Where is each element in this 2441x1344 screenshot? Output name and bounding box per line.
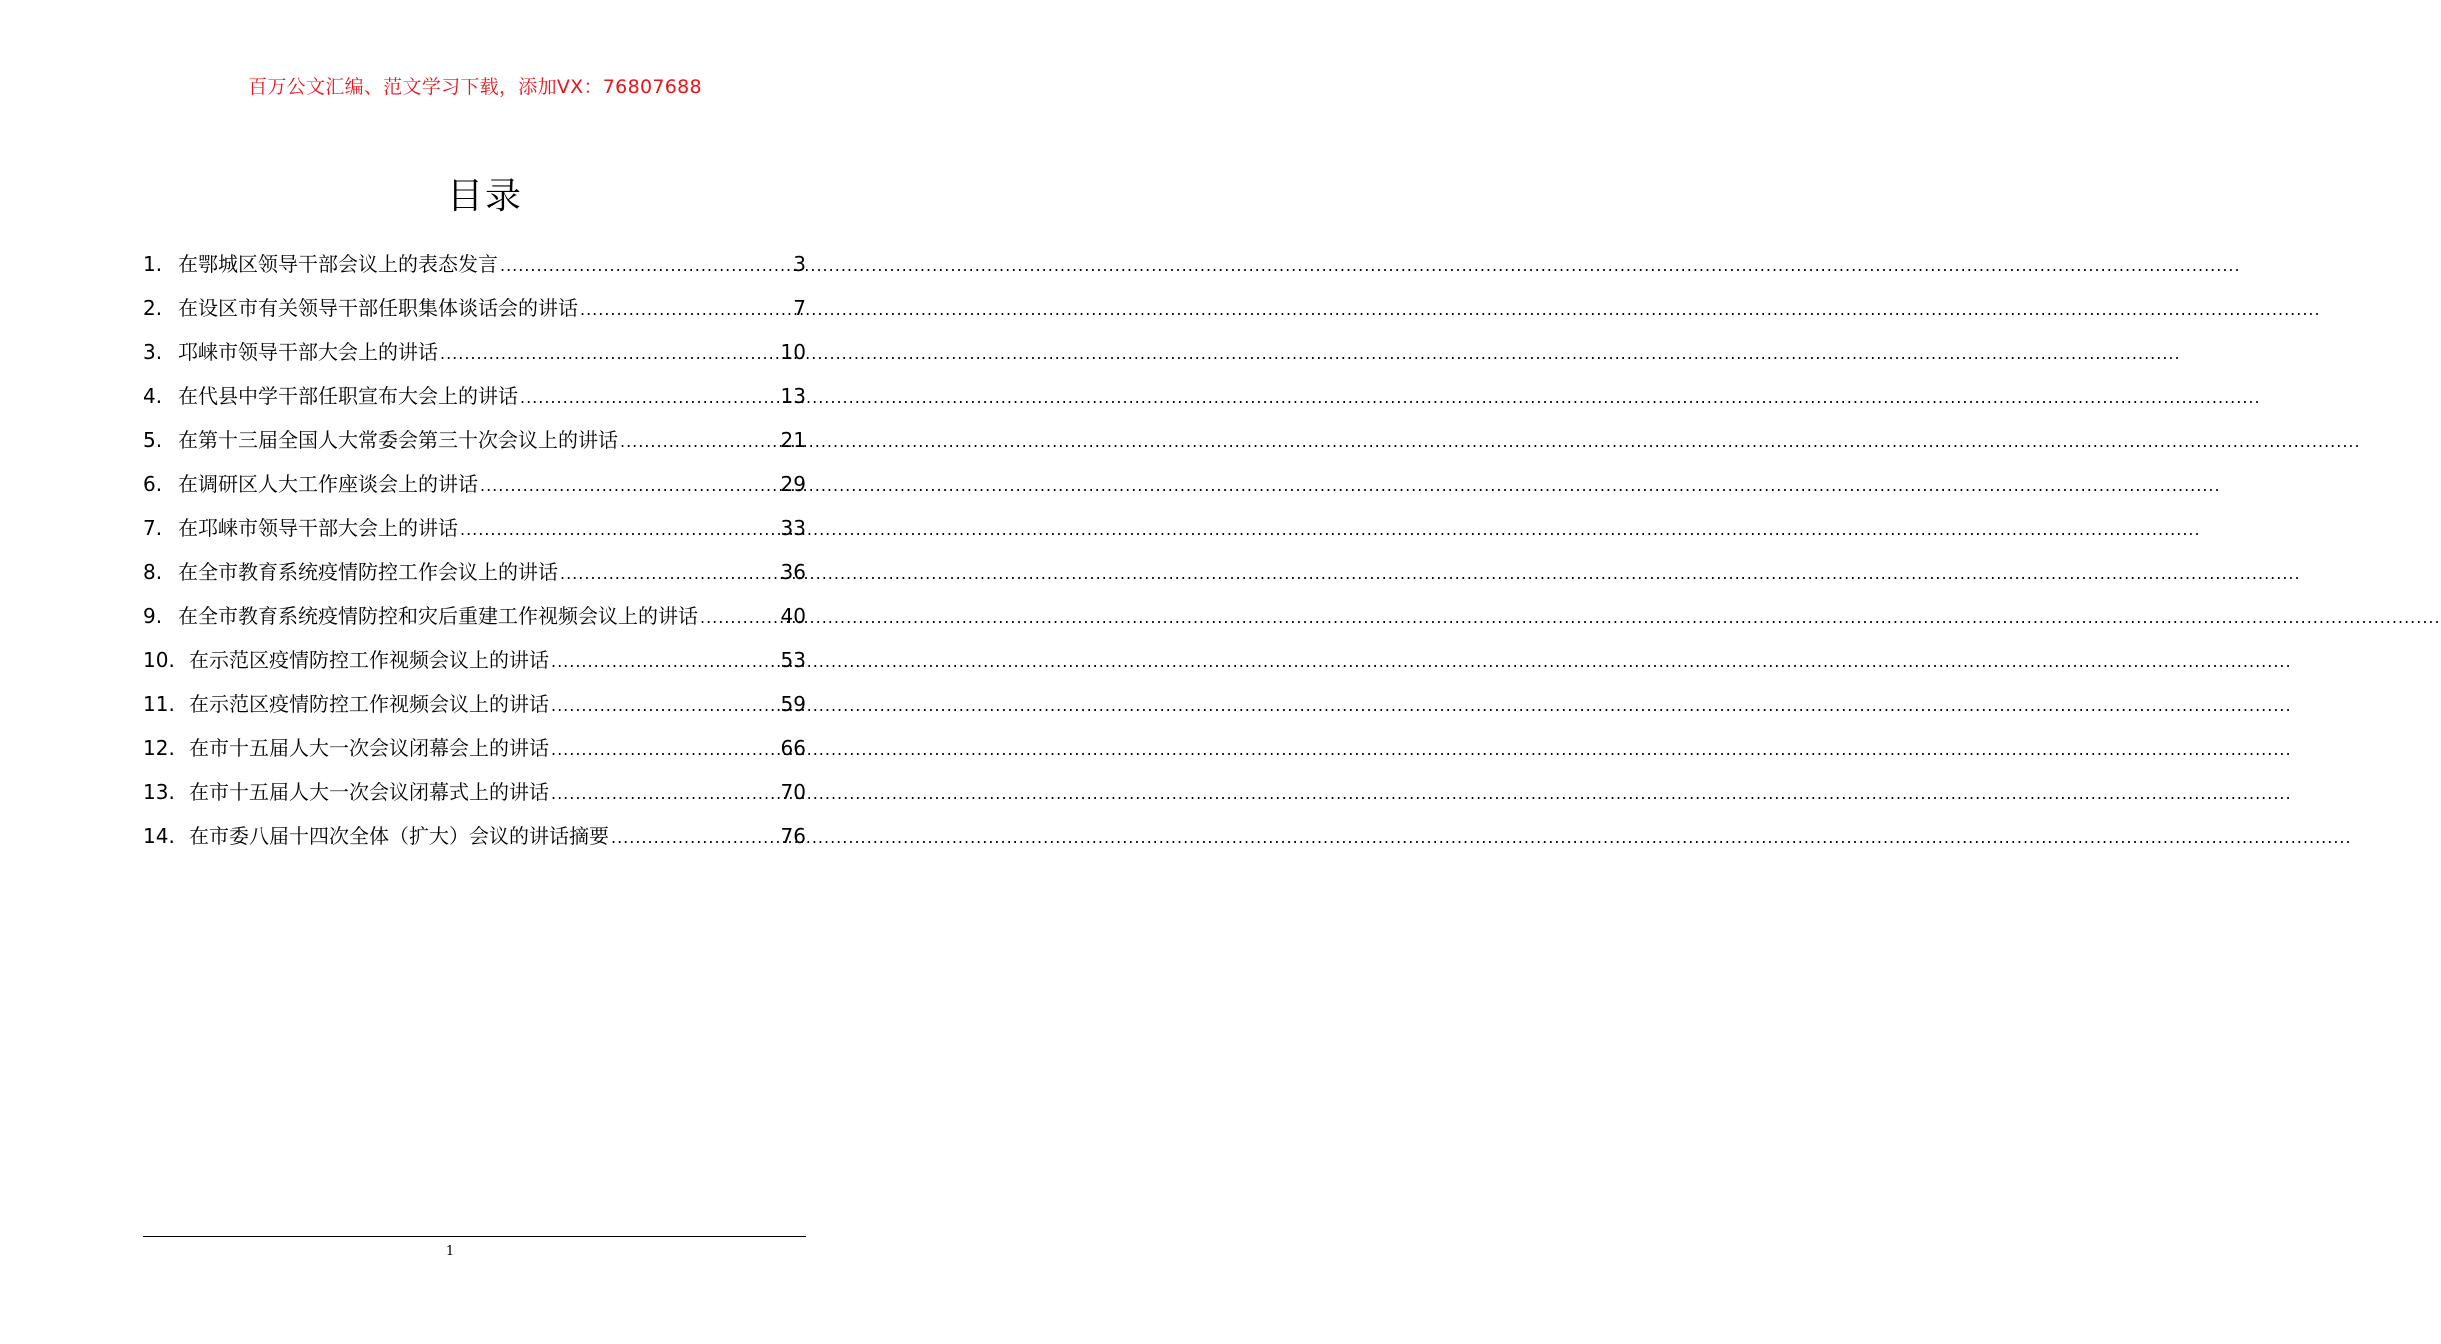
toc-entry-title: 在全市教育系统疫情防控和灾后重建工作视频会议上的讲话 xyxy=(178,604,698,628)
toc-entry-title: 在第十三届全国人大常委会第三十次会议上的讲话 xyxy=(178,428,618,452)
toc-entry[interactable] xyxy=(143,776,806,820)
toc-entry-page: 10 xyxy=(780,340,806,364)
toc-entry[interactable] xyxy=(143,424,806,468)
toc-entry[interactable] xyxy=(143,688,806,732)
toc-dot-leader xyxy=(500,250,791,282)
toc-entry-number: 7. xyxy=(143,516,163,540)
toc-entry[interactable] xyxy=(143,380,806,424)
toc-entry-number: 4. xyxy=(143,384,163,408)
toc-entry[interactable] xyxy=(143,556,806,600)
toc-entry-number: 13. xyxy=(143,780,175,804)
toc-entry-title: 在全市教育系统疫情防控工作会议上的讲话 xyxy=(178,560,558,584)
toc-entry-page: 13 xyxy=(780,384,806,408)
toc-dot-leader xyxy=(551,646,779,678)
toc-dot-leader xyxy=(551,778,779,810)
toc-dot-leader xyxy=(520,382,779,414)
toc-entry-number: 10. xyxy=(143,648,175,672)
toc-dot-leader xyxy=(620,426,779,458)
toc-entry[interactable] xyxy=(143,820,806,864)
toc-entry-page: 66 xyxy=(780,736,806,760)
toc-entry[interactable] xyxy=(143,292,806,336)
toc-entry-number: 8. xyxy=(143,560,163,584)
toc-entry-title: 邛崃市领导干部大会上的讲话 xyxy=(178,340,438,364)
toc-entry-number: 3. xyxy=(143,340,163,364)
footer-divider xyxy=(143,1236,806,1237)
toc-entry-title: 在示范区疫情防控工作视频会议上的讲话 xyxy=(189,692,549,716)
page-title: 目录 xyxy=(446,176,523,217)
toc-dot-leader xyxy=(700,602,779,634)
toc-entry-page: 70 xyxy=(780,780,806,804)
toc-entry-page: 53 xyxy=(780,648,806,672)
toc-entry-title: 在鄂城区领导干部会议上的表态发言 xyxy=(178,252,498,276)
toc-dot-leader xyxy=(611,822,779,854)
toc-entry-page: 7 xyxy=(793,296,806,320)
toc-dot-leader xyxy=(480,470,779,502)
toc-dot-leader xyxy=(580,294,791,326)
toc-dot-leader xyxy=(560,558,779,590)
toc-entry-page: 40 xyxy=(780,604,806,628)
toc-entry-number: 1. xyxy=(143,252,163,276)
toc-entry-number: 6. xyxy=(143,472,163,496)
toc-dot-leader xyxy=(440,338,779,370)
toc-entry-title: 在示范区疫情防控工作视频会议上的讲话 xyxy=(189,648,549,672)
toc-entry-title: 在市委八届十四次全体（扩大）会议的讲话摘要 xyxy=(189,824,609,848)
table-of-contents xyxy=(143,248,806,864)
toc-entry-number: 11. xyxy=(143,692,175,716)
toc-entry-title: 在调研区人大工作座谈会上的讲话 xyxy=(178,472,478,496)
toc-entry-title: 在市十五届人大一次会议闭幕会上的讲话 xyxy=(189,736,549,760)
toc-entry-page: 76 xyxy=(780,824,806,848)
toc-entry-number: 9. xyxy=(143,604,163,628)
toc-entry-page: 21 xyxy=(780,428,806,452)
toc-entry-number: 5. xyxy=(143,428,163,452)
page-number: 1 xyxy=(445,1244,455,1259)
header-note: 百万公文汇编、范文学习下载，添加VX：76807688 xyxy=(248,76,702,98)
toc-entry-number: 12. xyxy=(143,736,175,760)
toc-entry-page: 33 xyxy=(780,516,806,540)
toc-entry-number: 2. xyxy=(143,296,163,320)
toc-dot-leader xyxy=(551,734,779,766)
toc-entry[interactable] xyxy=(143,600,806,644)
toc-entry[interactable] xyxy=(143,644,806,688)
toc-entry-number: 14. xyxy=(143,824,175,848)
toc-dot-leader xyxy=(460,514,779,546)
toc-entry-page: 3 xyxy=(793,252,806,276)
toc-entry[interactable] xyxy=(143,248,806,292)
toc-entry-title: 在代县中学干部任职宣布大会上的讲话 xyxy=(178,384,518,408)
toc-entry[interactable] xyxy=(143,468,806,512)
toc-entry-page: 36 xyxy=(780,560,806,584)
toc-entry-title: 在邛崃市领导干部大会上的讲话 xyxy=(178,516,458,540)
toc-entry-title: 在市十五届人大一次会议闭幕式上的讲话 xyxy=(189,780,549,804)
toc-dot-leader xyxy=(551,690,779,722)
toc-entry[interactable] xyxy=(143,512,806,556)
toc-entry-page: 59 xyxy=(780,692,806,716)
toc-entry-page: 29 xyxy=(780,472,806,496)
toc-entry[interactable] xyxy=(143,336,806,380)
toc-entry-title: 在设区市有关领导干部任职集体谈话会的讲话 xyxy=(178,296,578,320)
toc-entry[interactable] xyxy=(143,732,806,776)
